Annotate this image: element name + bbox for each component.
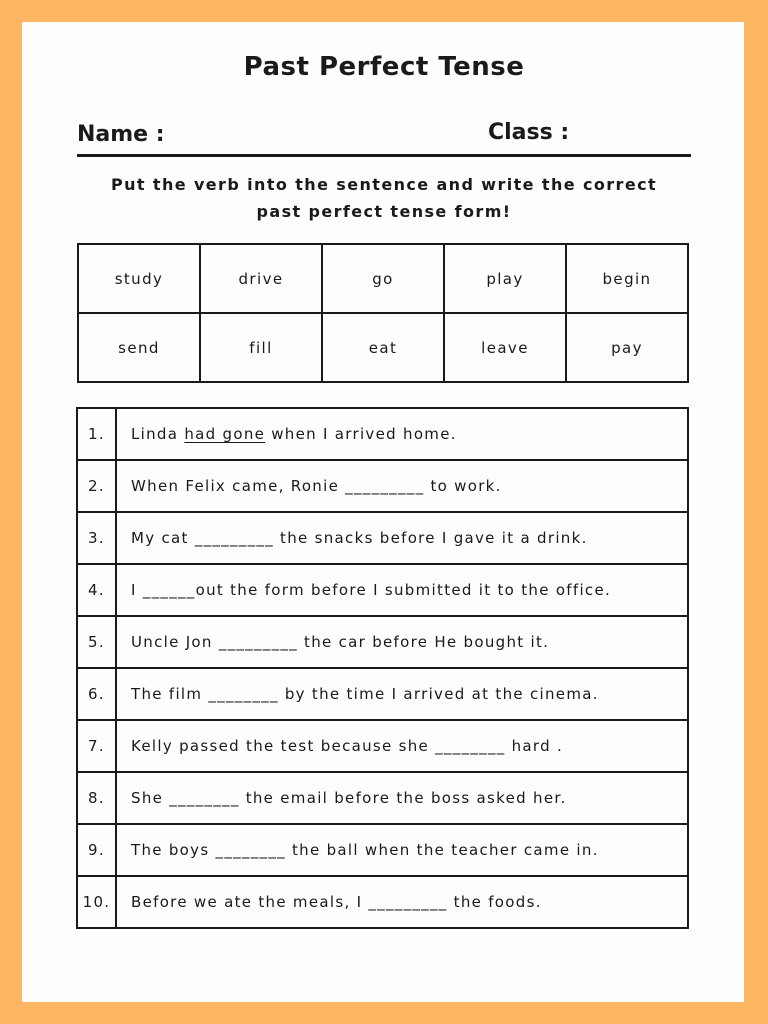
verb-cell: begin bbox=[566, 244, 688, 313]
question-text-after: when I arrived home. bbox=[265, 425, 457, 443]
question-number: 8. bbox=[77, 772, 116, 824]
verb-cell: go bbox=[322, 244, 444, 313]
question-row bbox=[77, 876, 688, 928]
question-number: 3. bbox=[77, 512, 116, 564]
verb-cell: eat bbox=[322, 313, 444, 382]
verb-cell: send bbox=[78, 313, 200, 382]
question-text-before: Linda bbox=[131, 425, 185, 443]
question-row bbox=[77, 408, 688, 460]
question-row bbox=[77, 824, 688, 876]
question-row bbox=[77, 512, 688, 564]
question-sentence: Kelly passed the test because she ________ hard . bbox=[116, 720, 688, 772]
question-sentence bbox=[116, 408, 688, 460]
question-sentence: Uncle Jon _________ the car before He bought it. bbox=[116, 616, 688, 668]
question-sentence: When Felix came, Ronie _________ to work. bbox=[116, 460, 688, 512]
question-sentence: The boys ________ the ball when the teacher came in. bbox=[116, 824, 688, 876]
verb-cell: pay bbox=[566, 313, 688, 382]
questions-table bbox=[76, 407, 689, 929]
class-label: Class : bbox=[488, 120, 570, 145]
instructions-line-1: Put the verb into the sentence and write the correct bbox=[110, 175, 658, 194]
question-row bbox=[77, 720, 688, 772]
verb-cell: drive bbox=[200, 244, 322, 313]
question-sentence: I ______out the form before I submitted it to the office. bbox=[116, 564, 688, 616]
question-number: 7. bbox=[77, 720, 116, 772]
question-number: 2. bbox=[77, 460, 116, 512]
question-row bbox=[77, 772, 688, 824]
question-number: 9. bbox=[77, 824, 116, 876]
name-class-line bbox=[77, 154, 691, 157]
question-number: 4. bbox=[77, 564, 116, 616]
example-answer: had gone bbox=[184, 425, 266, 443]
question-number: 1. bbox=[77, 408, 116, 460]
question-row bbox=[77, 668, 688, 720]
name-label: Name : bbox=[77, 122, 165, 147]
question-number: 6. bbox=[77, 668, 116, 720]
verb-cell: fill bbox=[200, 313, 322, 382]
verb-row bbox=[78, 244, 688, 313]
verb-bank-table bbox=[77, 243, 689, 383]
question-row bbox=[77, 616, 688, 668]
instructions-line-2: past perfect tense form! bbox=[256, 202, 512, 221]
verb-cell: play bbox=[444, 244, 566, 313]
verb-cell: study bbox=[78, 244, 200, 313]
question-number: 10. bbox=[77, 876, 116, 928]
question-sentence: She ________ the email before the boss asked her. bbox=[116, 772, 688, 824]
verb-cell: leave bbox=[444, 313, 566, 382]
question-row bbox=[77, 460, 688, 512]
question-sentence: My cat _________ the snacks before I gave it a drink. bbox=[116, 512, 688, 564]
question-sentence: Before we ate the meals, I _________ the foods. bbox=[116, 876, 688, 928]
instructions bbox=[60, 171, 708, 225]
question-number: 5. bbox=[77, 616, 116, 668]
worksheet-title: Past Perfect Tense bbox=[243, 52, 525, 82]
verb-row bbox=[78, 313, 688, 382]
question-row bbox=[77, 564, 688, 616]
question-sentence: The film ________ by the time I arrived at the cinema. bbox=[116, 668, 688, 720]
